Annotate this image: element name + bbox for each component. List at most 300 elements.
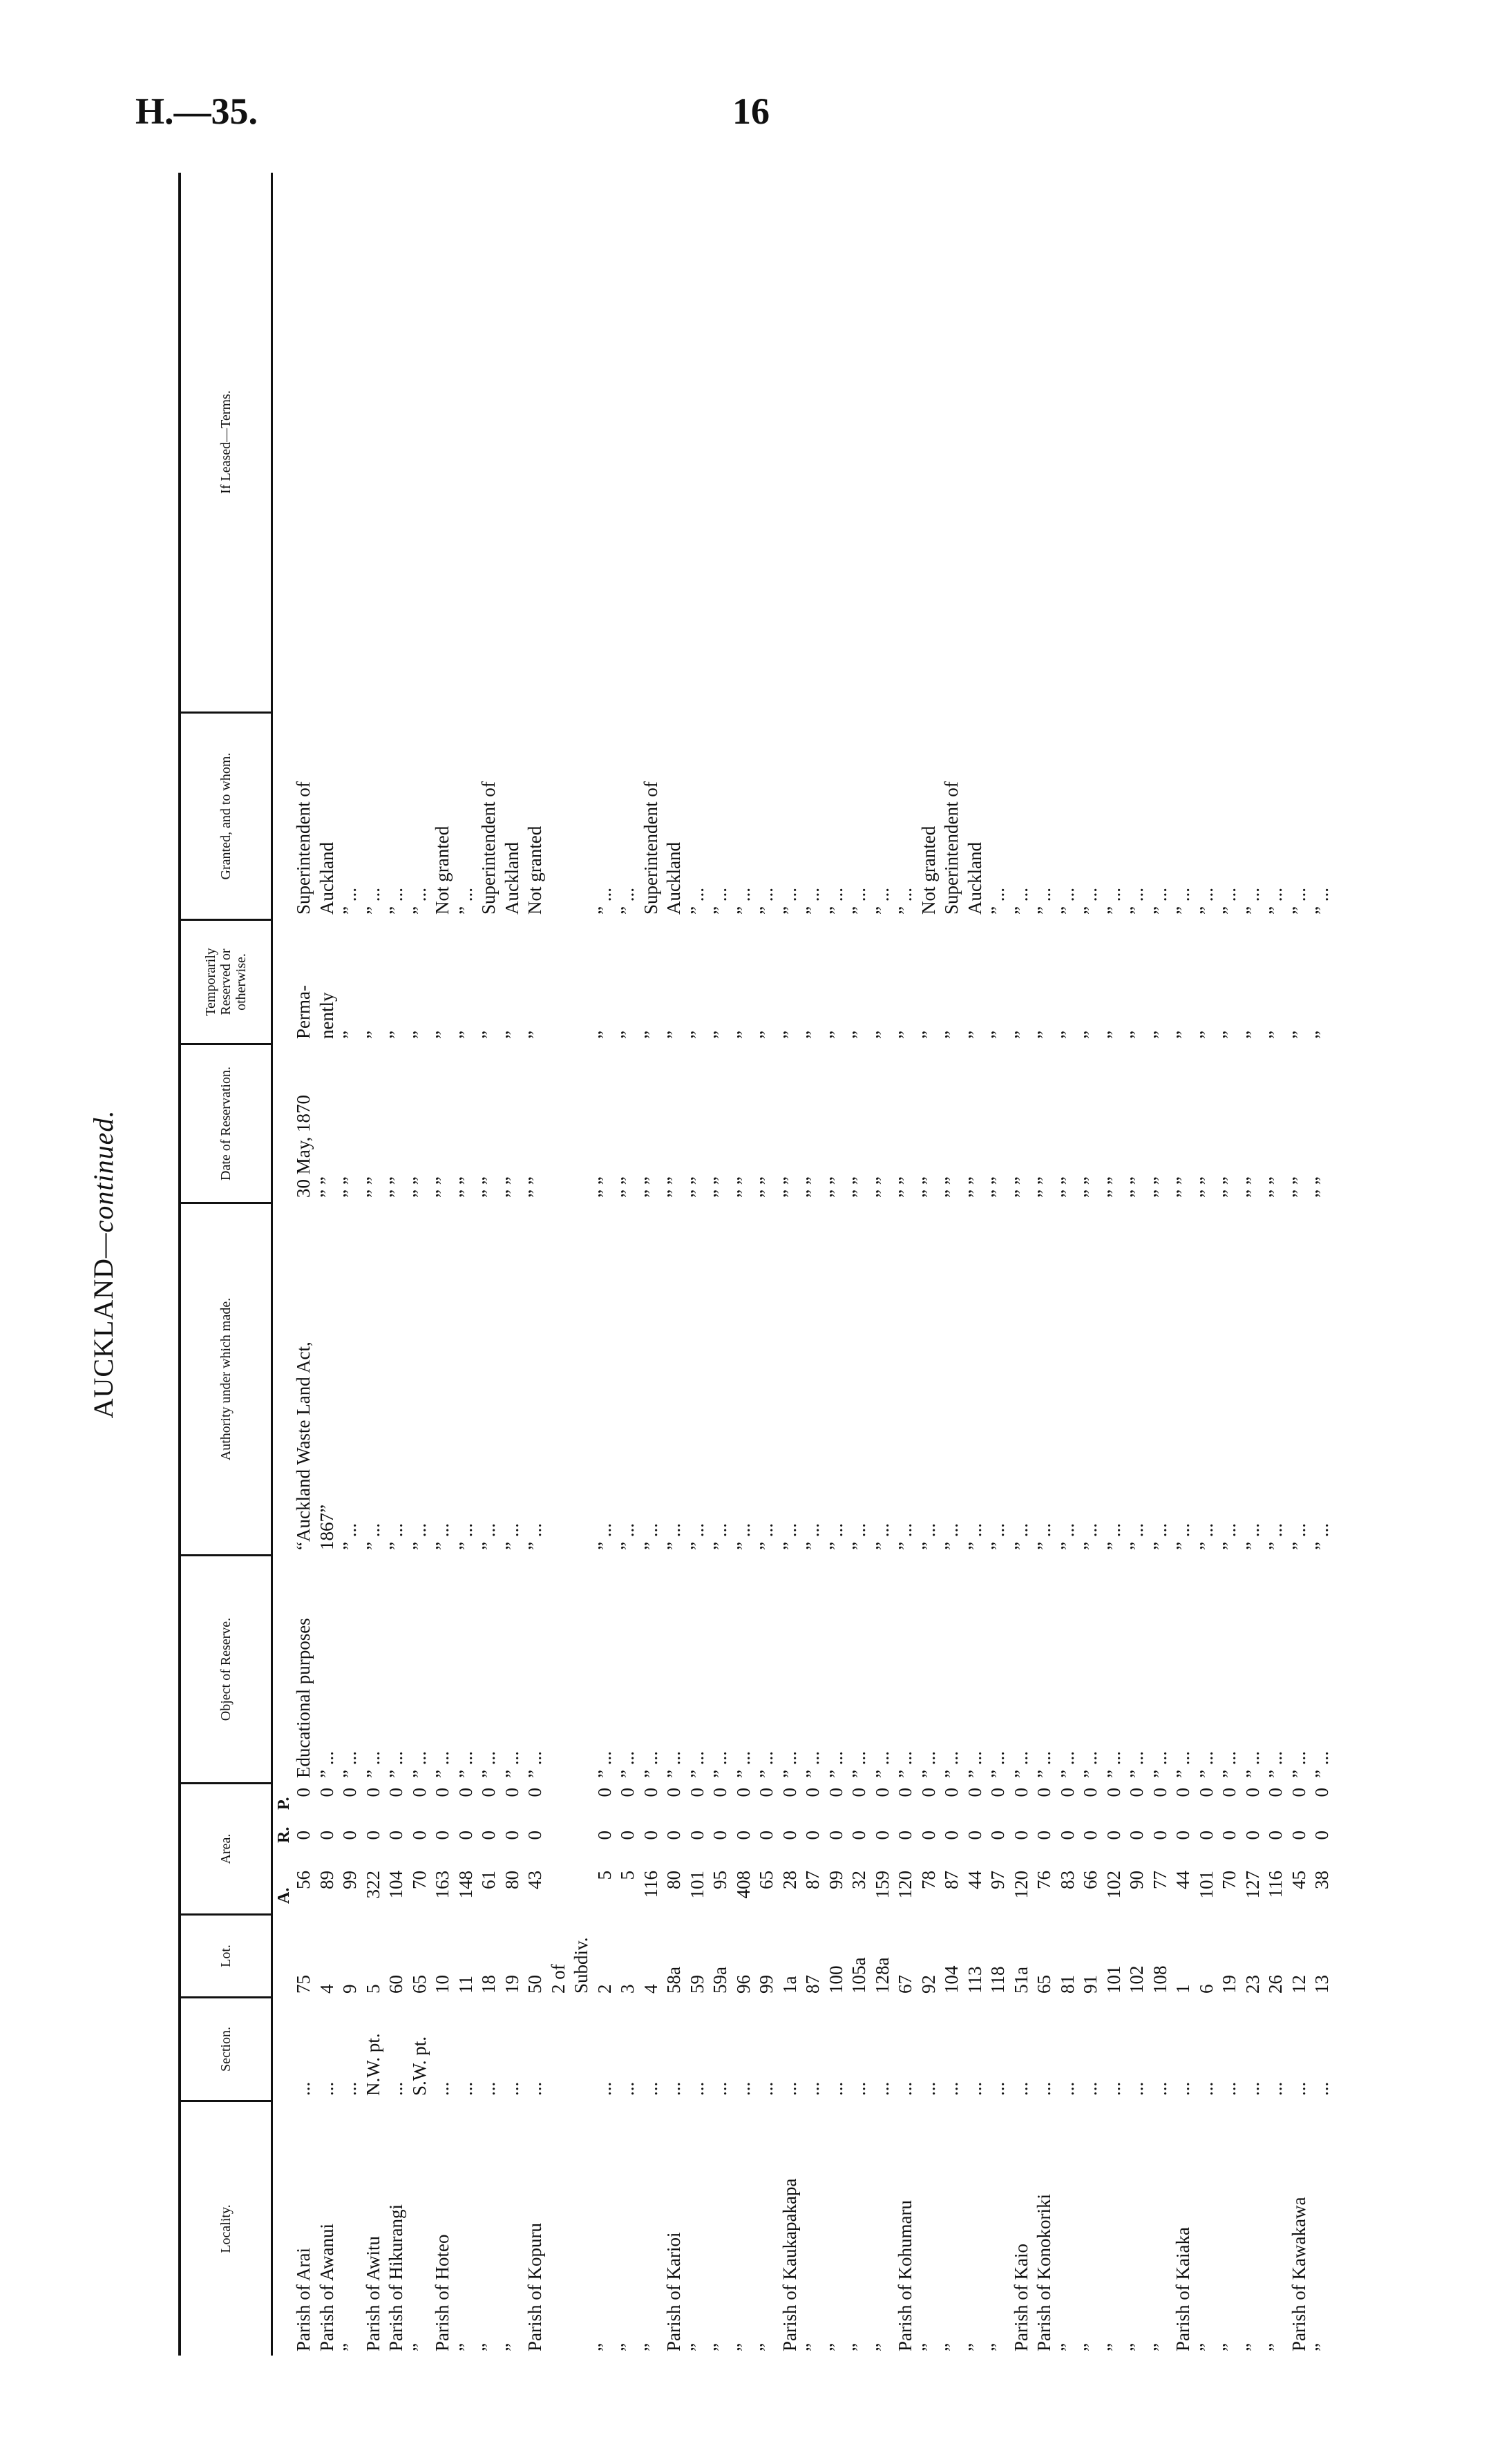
cell-locality: Parish of Kawakawa	[1288, 2197, 1309, 2351]
cell-lot: 81	[1056, 1975, 1078, 1994]
cell-granted: Superintendent of	[478, 781, 499, 915]
cell-lot: Subdiv.	[571, 1937, 591, 1994]
cell-authority: ” ...	[1126, 1523, 1147, 1550]
cell-section: ...	[1056, 2081, 1078, 2096]
cell-p: 0	[1242, 1788, 1263, 1797]
cell-r: 0	[825, 1831, 846, 1840]
cell-granted: ” ...	[386, 888, 406, 915]
cell-r: 0	[1219, 1831, 1239, 1840]
cell-section: ...	[640, 2081, 661, 2096]
cell-r: 0	[1010, 1831, 1031, 1840]
cell-authority: ” ...	[941, 1523, 962, 1550]
cell-locality: ”	[848, 2343, 869, 2351]
cell-temp: ”	[1195, 1031, 1217, 1039]
cell-lot: 65	[408, 1975, 430, 1994]
cell-locality: ”	[617, 2343, 638, 2351]
cell-section: ...	[732, 2081, 754, 2096]
header-object: Object of Reserve.	[181, 1554, 271, 1782]
cell-date: ” ”	[1010, 1176, 1031, 1198]
cell-locality: ”	[802, 2343, 823, 2351]
cell-object: ” ...	[617, 1751, 638, 1778]
cell-lot: 113	[964, 1966, 985, 1994]
cell-a: 87	[941, 1871, 962, 1889]
cell-a: 61	[478, 1871, 499, 1889]
cell-locality: Parish of Awitu	[362, 2235, 383, 2351]
cell-lot: 4	[640, 1984, 661, 1994]
cell-object: ” ...	[732, 1751, 754, 1778]
cell-a: 43	[524, 1871, 545, 1889]
cell-date: ” ”	[478, 1176, 499, 1198]
cell-temp: ”	[1265, 1031, 1286, 1039]
cell-p: 0	[871, 1788, 893, 1797]
cell-temp: ”	[455, 1031, 476, 1039]
cell-temp: nently	[316, 992, 337, 1039]
cell-section: ...	[1242, 2081, 1263, 2096]
cell-temp: ”	[524, 1031, 545, 1039]
cell-object: ” ...	[1080, 1751, 1101, 1778]
cell-granted: ” ...	[686, 888, 707, 915]
cell-date: ” ”	[732, 1176, 754, 1198]
cell-lot: 2	[593, 1984, 615, 1994]
cell-authority: ” ...	[663, 1523, 684, 1550]
cell-date: ” ”	[524, 1176, 545, 1198]
cell-section: ...	[1126, 2081, 1147, 2096]
cell-temp: ”	[825, 1031, 846, 1039]
cell-temp: ”	[1311, 1031, 1332, 1039]
header-temporarily: Temporarily Reserved or otherwise.	[181, 919, 271, 1043]
cell-p: 0	[408, 1788, 430, 1797]
header-authority: Authority under which made.	[181, 1202, 271, 1554]
cell-lot: 102	[1126, 1965, 1147, 1994]
cell-section: ...	[987, 2081, 1008, 2096]
cell-locality: Parish of Kaiaka	[1172, 2227, 1193, 2351]
cell-a: 322	[362, 1871, 383, 1899]
cell-lot: 96	[732, 1975, 754, 1994]
cell-a: 159	[871, 1871, 893, 1899]
cell-section: ...	[1288, 2081, 1309, 2096]
cell-p: 0	[316, 1788, 337, 1797]
cell-object: ” ...	[455, 1751, 476, 1778]
cell-authority: ” ...	[1195, 1523, 1217, 1550]
cell-a: 78	[917, 1871, 939, 1889]
cell-a: 87	[802, 1871, 823, 1889]
cell-lot: 58a	[663, 1967, 684, 1994]
cell-p: 0	[593, 1788, 615, 1797]
cell-section: ...	[1034, 2081, 1054, 2096]
cell-section: ...	[964, 2081, 985, 2096]
cell-date: ” ”	[386, 1176, 406, 1198]
cell-section: ...	[1265, 2081, 1286, 2096]
cell-r: 0	[987, 1831, 1008, 1840]
cell-r: 0	[895, 1831, 915, 1840]
cell-date: ” ”	[1103, 1176, 1124, 1198]
cell-p: 0	[710, 1788, 730, 1797]
cell-granted: Superintendent of	[293, 781, 314, 915]
cell-r: 0	[1103, 1831, 1124, 1840]
area-unit-perches: P.	[275, 1797, 293, 1810]
cell-object: ” ...	[848, 1751, 869, 1778]
cell-locality: ”	[710, 2343, 730, 2351]
cell-lot: 99	[756, 1975, 777, 1994]
cell-section: ...	[710, 2081, 730, 2096]
cell-lot: 11	[455, 1976, 476, 1994]
cell-locality: Parish of Arai	[293, 2248, 314, 2351]
cell-p: 0	[1056, 1788, 1078, 1797]
cell-r: 0	[362, 1831, 383, 1840]
cell-temp: ”	[987, 1031, 1008, 1039]
cell-object: ” ...	[1219, 1751, 1239, 1778]
cell-p: 0	[895, 1788, 915, 1797]
cell-temp: Perma-	[293, 985, 314, 1039]
cell-temp: ”	[408, 1031, 430, 1039]
cell-locality: ”	[501, 2343, 522, 2351]
cell-authority: ” ...	[917, 1523, 939, 1550]
cell-a: 116	[640, 1871, 661, 1898]
cell-authority: ” ...	[432, 1523, 453, 1550]
cell-locality: ”	[339, 2343, 360, 2351]
cell-temp: ”	[1126, 1031, 1147, 1039]
area-unit-roods: R.	[275, 1826, 293, 1843]
cell-section: ...	[293, 2081, 314, 2096]
cell-granted: ” ...	[1311, 888, 1332, 915]
cell-lot: 10	[432, 1975, 453, 1994]
cell-a: 28	[779, 1871, 800, 1889]
cell-authority: ” ...	[1080, 1523, 1101, 1550]
cell-lot: 18	[478, 1975, 499, 1994]
header-date: Date of Reservation.	[181, 1043, 271, 1202]
cell-object: ” ...	[941, 1751, 962, 1778]
cell-locality: Parish of Konokoriki	[1034, 2194, 1054, 2351]
cell-temp: ”	[941, 1031, 962, 1039]
cell-locality: ”	[1265, 2343, 1286, 2351]
cell-object: ” ...	[1056, 1751, 1078, 1778]
cell-r: 0	[941, 1831, 962, 1840]
cell-temp: ”	[501, 1031, 522, 1039]
cell-authority: ” ...	[987, 1523, 1008, 1550]
cell-lot: 1a	[779, 1976, 800, 1994]
cell-p: 0	[756, 1788, 777, 1797]
cell-section: ...	[895, 2081, 915, 2096]
cell-authority: ” ...	[895, 1523, 915, 1550]
cell-section: ...	[686, 2081, 707, 2096]
cell-granted: ” ...	[1288, 888, 1309, 915]
cell-lot: 65	[1034, 1975, 1054, 1994]
cell-temp: ”	[686, 1031, 707, 1039]
cell-authority: ” ...	[593, 1523, 615, 1550]
header-lot: Lot.	[181, 1913, 271, 1996]
cell-locality: Parish of Hoteo	[432, 2234, 453, 2351]
cell-temp: ”	[1010, 1031, 1031, 1039]
cell-locality: ”	[455, 2343, 476, 2351]
cell-granted: ” ...	[1149, 888, 1170, 915]
cell-section: ...	[825, 2081, 846, 2096]
cell-date: ” ”	[941, 1176, 962, 1198]
cell-temp: ”	[1149, 1031, 1170, 1039]
cell-locality: ”	[825, 2343, 846, 2351]
cell-lot: 19	[1219, 1975, 1239, 1994]
cell-temp: ”	[1172, 1031, 1193, 1039]
cell-temp: ”	[895, 1031, 915, 1039]
cell-lot: 23	[1242, 1975, 1263, 1994]
cell-authority: ” ...	[686, 1523, 707, 1550]
cell-temp: ”	[339, 1031, 360, 1039]
cell-locality: ”	[1311, 2343, 1332, 2351]
cell-temp: ”	[917, 1031, 939, 1039]
cell-r: 0	[1288, 1831, 1309, 1840]
cell-lot: 118	[987, 1966, 1008, 1994]
cell-authority: ” ...	[1311, 1523, 1332, 1550]
document-code: H.—35.	[135, 90, 258, 132]
cell-r: 0	[1126, 1831, 1147, 1840]
cell-date: ” ”	[917, 1176, 939, 1198]
cell-a: 116	[1265, 1871, 1286, 1898]
cell-temp: ”	[756, 1031, 777, 1039]
cell-object: ” ...	[710, 1751, 730, 1778]
cell-a: 104	[386, 1871, 406, 1899]
cell-granted: Not granted	[917, 825, 939, 915]
cell-temp: ”	[1056, 1031, 1078, 1039]
cell-granted: ” ...	[1265, 888, 1286, 915]
cell-temp: ”	[732, 1031, 754, 1039]
cell-a: 77	[1149, 1871, 1170, 1889]
cell-r: 0	[779, 1831, 800, 1840]
cell-date: ” ”	[1080, 1176, 1101, 1198]
cell-authority: ” ...	[964, 1523, 985, 1550]
cell-lot: 13	[1311, 1975, 1332, 1994]
cell-lot: 128a	[871, 1957, 893, 1994]
cell-date: ” ”	[871, 1176, 893, 1198]
cell-p: 0	[1172, 1788, 1193, 1797]
cell-date: 30 May, 1870	[293, 1095, 314, 1198]
cell-r: 0	[640, 1831, 661, 1840]
cell-r: 0	[732, 1831, 754, 1840]
cell-locality: ”	[1195, 2343, 1217, 2351]
cell-granted: ” ...	[1034, 888, 1054, 915]
cell-authority: ” ...	[1265, 1523, 1286, 1550]
cell-authority: ” ...	[362, 1523, 383, 1550]
cell-section: ...	[1172, 2081, 1193, 2096]
cell-date: ” ”	[1288, 1176, 1309, 1198]
cell-section: ...	[941, 2081, 962, 2096]
cell-p: 0	[1288, 1788, 1309, 1797]
cell-locality: ”	[640, 2343, 661, 2351]
cell-object: Educational purposes	[293, 1618, 314, 1778]
cell-a: 120	[1010, 1871, 1031, 1899]
cell-granted: ” ...	[871, 888, 893, 915]
cell-authority: ” ...	[386, 1523, 406, 1550]
cell-lot: 9	[339, 1984, 360, 1994]
cell-temp: ”	[779, 1031, 800, 1039]
cell-object: ” ...	[779, 1751, 800, 1778]
cell-authority: ” ...	[848, 1523, 869, 1550]
cell-lot: 87	[802, 1975, 823, 1994]
cell-lot: 4	[316, 1984, 337, 1994]
cell-date: ” ”	[1172, 1176, 1193, 1198]
cell-p: 0	[732, 1788, 754, 1797]
cell-section: ...	[1080, 2081, 1101, 2096]
cell-r: 0	[871, 1831, 893, 1840]
cell-granted: ” ...	[1195, 888, 1217, 915]
cell-temp: ”	[640, 1031, 661, 1039]
cell-authority: ” ...	[524, 1523, 545, 1550]
cell-a: 45	[1288, 1871, 1309, 1889]
cell-granted: ” ...	[593, 888, 615, 915]
cell-date: ” ”	[362, 1176, 383, 1198]
cell-a: 99	[825, 1871, 846, 1889]
header-locality: Locality.	[181, 2100, 271, 2356]
cell-section: ...	[802, 2081, 823, 2096]
cell-temp: ”	[663, 1031, 684, 1039]
cell-authority: ” ...	[339, 1523, 360, 1550]
cell-object: ” ...	[1010, 1751, 1031, 1778]
cell-date: ” ”	[1034, 1176, 1054, 1198]
cell-object: ” ...	[1126, 1751, 1147, 1778]
cell-authority: ” ...	[640, 1523, 661, 1550]
cell-object: ” ...	[987, 1751, 1008, 1778]
cell-authority: ” ...	[825, 1523, 846, 1550]
cell-object: ” ...	[756, 1751, 777, 1778]
cell-granted: ” ...	[779, 888, 800, 915]
cell-date: ” ”	[686, 1176, 707, 1198]
cell-temp: ”	[362, 1031, 383, 1039]
cell-r: 0	[1311, 1831, 1332, 1840]
cell-a: 148	[455, 1871, 476, 1899]
cell-object: ” ...	[362, 1751, 383, 1778]
cell-r: 0	[1149, 1831, 1170, 1840]
cell-temp: ”	[848, 1031, 869, 1039]
cell-date: ” ”	[455, 1176, 476, 1198]
cell-section: ...	[663, 2081, 684, 2096]
page-number: 16	[732, 90, 770, 132]
cell-a: 90	[1126, 1871, 1147, 1889]
cell-granted: ” ...	[802, 888, 823, 915]
cell-locality: ”	[1219, 2343, 1239, 2351]
cell-authority: ” ...	[617, 1523, 638, 1550]
cell-p: 0	[964, 1788, 985, 1797]
cell-section: ...	[316, 2081, 337, 2096]
cell-object: ” ...	[386, 1751, 406, 1778]
cell-section: ...	[848, 2081, 869, 2096]
cell-authority: ” ...	[408, 1523, 430, 1550]
cell-a: 66	[1080, 1871, 1101, 1889]
cell-temp: ”	[710, 1031, 730, 1039]
cell-granted: Auckland	[663, 842, 684, 915]
cell-temp: ”	[1034, 1031, 1054, 1039]
cell-p: 0	[917, 1788, 939, 1797]
cell-date: ” ”	[964, 1176, 985, 1198]
header-section: Section.	[181, 1996, 271, 2100]
cell-locality: Parish of Kohumaru	[895, 2200, 915, 2351]
cell-p: 0	[802, 1788, 823, 1797]
cell-date: ” ”	[1311, 1176, 1332, 1198]
cell-granted: Superintendent of	[941, 781, 962, 915]
cell-p: 0	[1126, 1788, 1147, 1797]
cell-object: ” ...	[1149, 1751, 1170, 1778]
cell-date: ” ”	[848, 1176, 869, 1198]
cell-r: 0	[501, 1831, 522, 1840]
cell-granted: ” ...	[1242, 888, 1263, 915]
cell-locality: ”	[917, 2343, 939, 2351]
cell-section: ...	[617, 2081, 638, 2096]
cell-temp: ”	[478, 1031, 499, 1039]
cell-p: 0	[432, 1788, 453, 1797]
cell-object: ” ...	[432, 1751, 453, 1778]
cell-date: ” ”	[1195, 1176, 1217, 1198]
cell-locality: ”	[732, 2343, 754, 2351]
cell-date: ” ”	[663, 1176, 684, 1198]
cell-granted: ” ...	[1010, 888, 1031, 915]
cell-p: 0	[987, 1788, 1008, 1797]
cell-granted: Not granted	[432, 825, 453, 915]
cell-r: 0	[293, 1831, 314, 1840]
cell-granted: ” ...	[1056, 888, 1078, 915]
cell-object: ” ...	[478, 1751, 499, 1778]
cell-section: ...	[1010, 2081, 1031, 2096]
cell-locality: ”	[408, 2343, 430, 2351]
cell-a: 70	[408, 1871, 430, 1889]
cell-r: 0	[408, 1831, 430, 1840]
cell-granted: ” ...	[1172, 888, 1193, 915]
cell-authority: ” ...	[1172, 1523, 1193, 1550]
cell-authority: ” ...	[1149, 1523, 1170, 1550]
cell-a: 38	[1311, 1871, 1332, 1889]
cell-locality: ”	[1056, 2343, 1078, 2351]
cell-date: ” ”	[710, 1176, 730, 1198]
cell-object: ” ...	[1242, 1751, 1263, 1778]
cell-granted: Not granted	[524, 825, 545, 915]
cell-a: 99	[339, 1871, 360, 1889]
cell-granted: ” ...	[617, 888, 638, 915]
cell-r: 0	[663, 1831, 684, 1840]
cell-granted: ” ...	[987, 888, 1008, 915]
cell-authority: ” ...	[1056, 1523, 1078, 1550]
cell-a: 5	[593, 1871, 615, 1880]
cell-section: ...	[779, 2081, 800, 2096]
cell-locality: Parish of Awanui	[316, 2223, 337, 2351]
cell-section: ...	[1195, 2081, 1217, 2096]
cell-r: 0	[455, 1831, 476, 1840]
cell-a: 95	[710, 1871, 730, 1889]
cell-lot: 12	[1288, 1975, 1309, 1994]
cell-temp: ”	[1242, 1031, 1263, 1039]
cell-r: 0	[1080, 1831, 1101, 1840]
cell-a: 101	[686, 1871, 707, 1899]
cell-locality: ”	[593, 2343, 615, 2351]
cell-section: ...	[593, 2081, 615, 2096]
cell-lot: 6	[1195, 1984, 1217, 1994]
cell-a: 70	[1219, 1871, 1239, 1889]
cell-p: 0	[848, 1788, 869, 1797]
cell-a: 127	[1242, 1871, 1263, 1899]
area-unit-acres: A.	[275, 1887, 293, 1904]
reserves-table	[178, 173, 1356, 2356]
cell-section: ...	[501, 2081, 522, 2096]
header-area: Area.	[181, 1782, 271, 1913]
cell-granted: ” ...	[1219, 888, 1239, 915]
cell-date: ” ”	[1056, 1176, 1078, 1198]
cell-p: 0	[1080, 1788, 1101, 1797]
cell-p: 0	[524, 1788, 545, 1797]
cell-a: 76	[1034, 1871, 1054, 1889]
cell-temp: ”	[432, 1031, 453, 1039]
table-title: AUCKLAND	[88, 1257, 119, 1419]
cell-p: 0	[779, 1788, 800, 1797]
cell-date: ” ”	[1265, 1176, 1286, 1198]
header-rule	[271, 173, 273, 2356]
cell-p: 0	[362, 1788, 383, 1797]
cell-date: ” ”	[1242, 1176, 1263, 1198]
cell-a: 80	[663, 1871, 684, 1889]
